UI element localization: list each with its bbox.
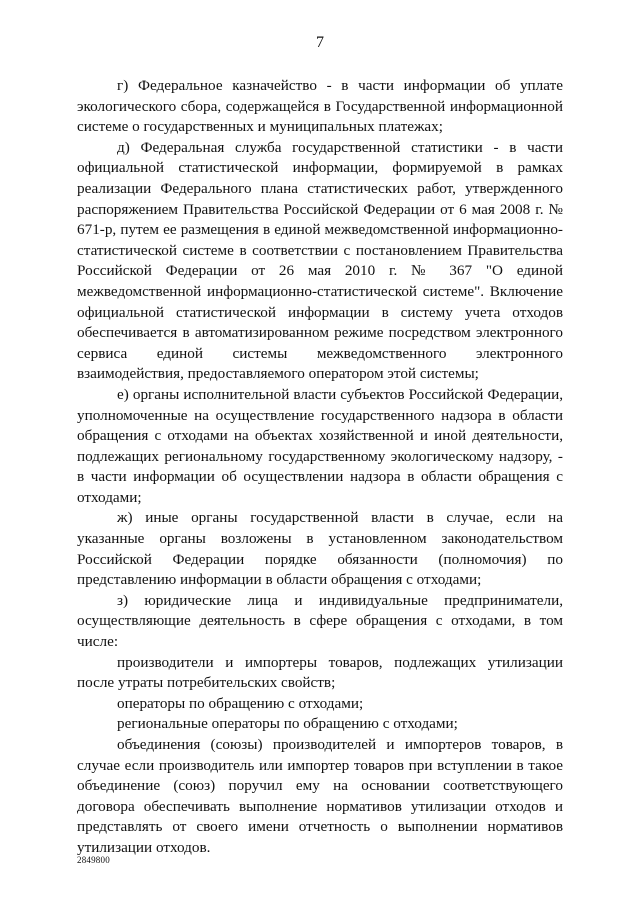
list-item-regional-operators: региональные операторы по обращению с отходами; xyxy=(117,715,458,733)
page-number: 7 xyxy=(316,34,324,51)
paragraph-z-legal-entities: з) юридические лица и индивидуальные предприниматели, осуществляющие деятельность в сфере обращения с отходами, в том числе: xyxy=(77,591,563,651)
document-id: 2849800 xyxy=(77,855,110,865)
list-item-waste-operators: операторы по обращению с отходами; xyxy=(117,694,364,712)
paragraph-zh-other-authorities: ж) иные органы государственной власти в случае, если на указанные органы возложены в установленном законодательством Российской Федерации порядке обязанности (полномочия) по представлению информации в области обращения с отходами; xyxy=(77,509,563,589)
paragraph-d-statistics-service: д) Федеральная служба государственной статистики - в части официальной статистической информации, формируемой в рамках реализации Федерального плана статистических работ, утвержденного распоряжением Правительства Российской Федерации от 6 мая 2008 г. № 671-р, путем ее размещения в единой межведомственной информационно-статистической системе в соответствии с постановлением Правительства Российской Федерации от 26 мая 2010 г. № 367 "О единой межведомственной информационно-статистической системе". Включение официальной статистической информации в систему учета отходов обеспечивается в автоматизированном режиме посредством электронного сервиса единой системы межведомственного электронного взаимодействия, предоставляемого оператором этой системы; xyxy=(77,138,563,383)
paragraph-e-regional-authorities: е) органы исполнительной власти субъектов Российской Федерации, уполномоченные на осуществление государственного надзора в области обращения с отходами на объектах хозяйственной и иной деятельности, подлежащих региональному государственному экологическому надзору, - в части информации об осуществлении надзора в области обращения с отходами; xyxy=(77,385,563,506)
list-item-producers-importers: производители и импортеры товаров, подлежащих утилизации после утраты потребительских свойств; xyxy=(77,653,563,692)
document-body xyxy=(77,76,563,859)
paragraph-g-treasury: г) Федеральное казначейство - в части информации об уплате экологического сбора, содержащейся в Государственной информационной системе о государственных и муниципальных платежах; xyxy=(77,77,563,136)
list-item-associations: объединения (союзы) производителей и импортеров товаров, в случае если производитель или импортер товаров при вступлении в такое объединение (союз) поручил ему на основании соответствующего договора обеспечивать выполнение нормативов утилизации отходов и представлять от своего имени отчетность о выполнении нормативов утилизации отходов. xyxy=(77,736,563,856)
